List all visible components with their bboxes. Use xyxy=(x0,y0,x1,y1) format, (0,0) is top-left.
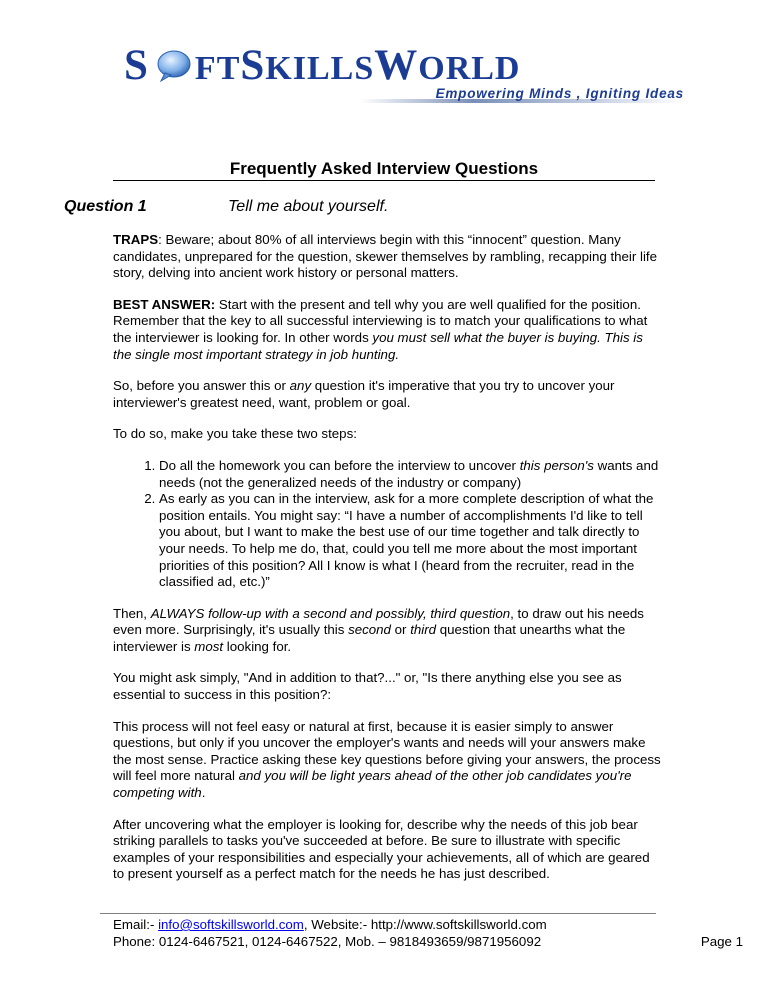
text-run: Then, xyxy=(113,605,151,621)
email-link[interactable]: info@softskillsworld.com xyxy=(158,917,304,932)
so-paragraph xyxy=(113,378,661,411)
question-text: Tell me about yourself. xyxy=(228,198,389,215)
logo-letter: S xyxy=(240,42,266,89)
text-emphasis: second xyxy=(348,622,391,638)
traps-label: TRAPS xyxy=(113,232,159,247)
text-run: So, before you answer this or xyxy=(113,378,290,394)
logo-letter: S xyxy=(124,42,149,89)
process-paragraph xyxy=(113,719,661,802)
text-run: , to draw out his needs even more. Surprisingly, it's usually this xyxy=(113,605,644,638)
text-emphasis: this person's xyxy=(519,457,594,473)
page-title: Frequently Asked Interview Questions xyxy=(113,158,655,181)
text-run: wants and needs (not the generalized needs of the industry or company) xyxy=(159,457,659,490)
logo-letter: W xyxy=(374,42,419,89)
list-item xyxy=(159,458,661,491)
question-label: Question 1 xyxy=(64,198,147,215)
logo-letters: FT xyxy=(194,50,241,87)
steps-intro-paragraph: To do so, make you take these two steps: xyxy=(113,426,357,442)
text-emphasis: any xyxy=(289,378,312,394)
logo-tagline: Empowering Minds , Igniting Ideas xyxy=(435,86,684,101)
footer-contact-line xyxy=(113,916,673,933)
text-run: or xyxy=(390,622,411,638)
footer-phone-line: Phone: 0124-6467521, 0124-6467522, Mob. – 9818493659/9871956092 xyxy=(113,934,542,949)
text-run: Do all the homework you can before the interview to uncover xyxy=(159,457,520,473)
after-paragraph: After uncovering what the employer is looking for, describe why the needs of this job bear striking parallels to tasks you've succeeded at before. Be sure to illustrate with specific examples of your responsibilities and especially your achievements, all of which are geared to present yourself as a perfect match for the needs he has just described. xyxy=(113,816,650,882)
speech-bubble-icon xyxy=(155,49,193,83)
text-run: As early as you can in the interview, ask for a more complete description of what the position entails. You might say: “I have a number of accomplishments I'd like to tell you about, but I want to make the best use of our time together and talk directly to your needs. To help me do, that, could you tell me more about the most important priorities of this position? All I know is what I (heard from the recruiter, read in the classified ad, etc.)” xyxy=(159,491,654,590)
footer xyxy=(113,916,673,950)
list-item xyxy=(159,491,661,591)
traps-text: : Beware; about 80% of all interviews begin with this “innocent” question. Many candidates, unprepared for the question, skewer themselves by rambling, recapping their life story, delving into ancient work history or personal matters. xyxy=(113,232,657,281)
text-emphasis: third xyxy=(410,622,437,638)
text-run: question that unearths what the interviewer is xyxy=(113,622,626,654)
text-emphasis: ALWAYS follow-up with a second and possibly, third question xyxy=(150,605,511,621)
email-label: Email:- xyxy=(113,917,159,932)
footer-divider xyxy=(100,913,656,914)
document-body xyxy=(113,232,661,898)
then-paragraph xyxy=(113,606,661,656)
text-run: . xyxy=(201,785,206,801)
text-run: looking for. xyxy=(223,638,292,654)
logo-letters: KILLS xyxy=(265,50,375,87)
text-emphasis: most xyxy=(194,638,224,654)
steps-list xyxy=(113,458,661,591)
website-text: , Website:- http://www.softskillsworld.com xyxy=(303,917,547,932)
text-run: This process will not feel easy or natural at first, because it is easier simply to answer questions, but only if you uncover the employer's wants and needs will your answers make the most sense. Practice asking these key questions before giving your answers, the process will feel more natural xyxy=(113,718,661,784)
text-emphasis: and you will be light years ahead of the other job candidates you're competing with xyxy=(113,768,632,801)
ask-paragraph: You might ask simply, "And in addition to that?..." or, "Is there anything else you see as essential to success in this position?: xyxy=(113,670,622,703)
page-number: Page 1 xyxy=(700,934,743,949)
best-answer-emphasis: you must sell what the buyer is buying. This is the single most important strategy in job hunting. xyxy=(113,329,643,362)
text-run: question it's imperative that you try to uncover your interviewer's greatest need, want, problem or goal. xyxy=(113,378,615,410)
best-answer-text: Start with the present and tell why you are well qualified for the position. Remember that the key to all successful interviewing is to match your qualifications to what the interviewer is looking for. In other words xyxy=(113,296,648,345)
best-answer-label: BEST ANSWER: xyxy=(113,296,216,312)
logo-letters: ORLD xyxy=(418,50,521,87)
logo xyxy=(124,44,684,106)
traps-paragraph xyxy=(113,232,661,282)
best-answer-paragraph xyxy=(113,297,661,363)
logo-wordmark xyxy=(124,44,520,87)
